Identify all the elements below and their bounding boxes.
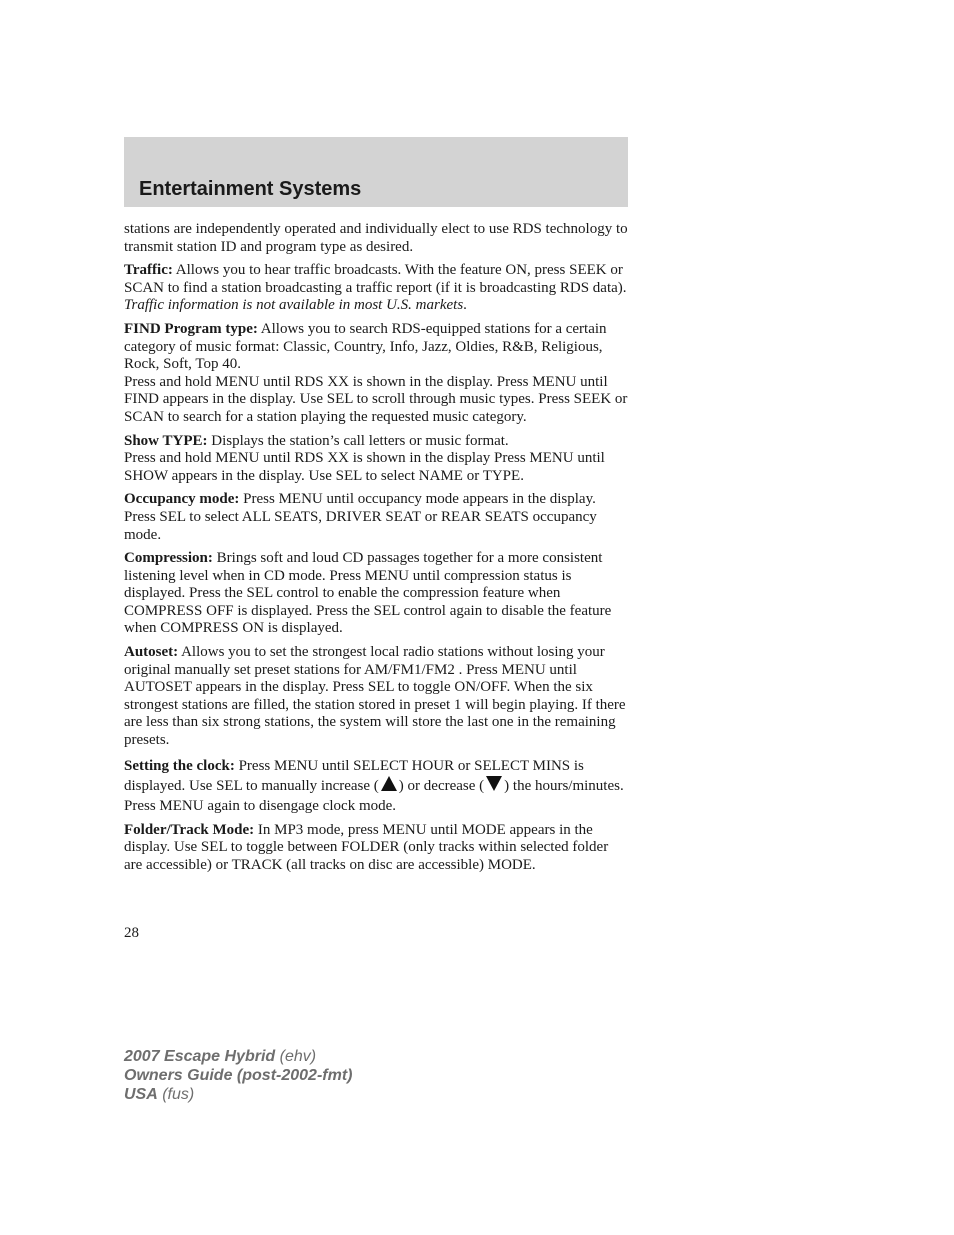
term-find: FIND Program type: <box>124 320 258 337</box>
term-autoset: Autoset: <box>124 644 179 661</box>
show-type-text: Displays the station’s call letters or music format. <box>207 432 509 449</box>
footer-market: USA <box>124 1086 158 1103</box>
paragraph-find-instructions: Press and hold MENU until RDS XX is shown in the display. Press MENU until FIND appears in the display. Use SEL to scroll through music types. Press SEEK or SCAN to search for a station playing the requested music category. <box>124 373 628 425</box>
term-compression: Compression: <box>124 550 213 567</box>
clock-text-a: Press MENU until SELECT HOUR or SELECT MINS is displayed. Use SEL to manually increase ( <box>124 757 584 794</box>
traffic-end: . <box>463 297 467 314</box>
footer-line-1 <box>124 1047 352 1066</box>
term-show-type: Show TYPE: <box>124 432 208 449</box>
find-text: Allows you to search RDS-equipped stations for a certain category of music format: Classic, Country, Info, Jazz, Oldies, R&B, Religious, Rock, Soft, Top 40. <box>124 320 607 373</box>
footer-model: 2007 Escape Hybrid <box>124 1048 276 1065</box>
paragraph-intro: stations are independently operated and individually elect to use RDS technology to transmit station ID and program type as desired. <box>124 221 628 255</box>
term-occupancy: Occupancy mode: <box>124 491 240 508</box>
paragraph-find <box>124 321 630 374</box>
paragraph-occupancy <box>124 491 630 544</box>
page-number: 28 <box>124 925 139 941</box>
paragraph-show-type-instructions: Press and hold MENU until RDS XX is shown in the display Press MENU until SHOW appears in the display. Use SEL to select NAME or TYPE. <box>124 450 605 484</box>
down-arrow-icon <box>486 776 502 791</box>
footer-guide: Owners Guide (post-2002-fmt) <box>124 1067 353 1084</box>
paragraph-clock <box>124 756 630 816</box>
autoset-text: Allows you to set the strongest local radio stations without losing your original manually set preset stations for AM/FM1/FM2 . Press MENU until AUTOSET appears in the display. Press SEL to toggle ON/OFF. When the six strongest stations are filled, the station stored in preset 1 will begin playing. If there are less than six strong stations, the system will store the last one in the remaining presets. <box>124 644 626 749</box>
folder-text: In MP3 mode, press MENU until MODE appears in the display. Use SEL to toggle between FOLDER (only tracks within selected folder are accessible) or TRACK (all tracks on disc are accessible) MODE. <box>124 821 609 873</box>
term-clock: Setting the clock: <box>124 757 235 774</box>
page-content <box>124 221 630 880</box>
document-footer <box>124 1047 352 1104</box>
paragraph-traffic <box>124 262 630 315</box>
section-title: Entertainment Systems <box>139 178 362 200</box>
paragraph-folder <box>124 822 630 875</box>
paragraph-compression <box>124 550 630 638</box>
paragraph-autoset <box>124 644 630 750</box>
term-traffic: Traffic: <box>124 262 173 279</box>
clock-text-b: ) or decrease ( <box>398 777 485 794</box>
compression-text: Brings soft and loud CD passages together for a more consistent listening level when in CD mode. Press MENU until compression status is displayed. Press the SEL control to enable the compression feature when COMPRESS OFF is displayed. Press the SEL control again to disable the feature when COMPRESS ON is displayed. <box>124 550 612 637</box>
occupancy-text: Press MENU until occupancy mode appears in the display. Press SEL to select ALL SEATS, DRIVER SEAT or REAR SEATS occupancy mode. <box>124 491 597 543</box>
paragraph-show-type <box>124 433 630 451</box>
section-header-band <box>124 137 628 207</box>
traffic-note: Traffic information is not available in most U.S. markets <box>124 297 464 314</box>
clock-text-c: ) the hours/minutes. Press MENU again to disengage clock mode. <box>124 777 624 814</box>
footer-line-3 <box>124 1085 352 1104</box>
term-folder: Folder/Track Mode: <box>124 821 255 838</box>
up-arrow-icon <box>381 776 397 791</box>
traffic-text: Allows you to hear traffic broadcasts. With the feature ON, press SEEK or SCAN to find a station broadcasting a traffic report (if it is broadcasting RDS data). <box>124 262 627 296</box>
footer-model-code: (ehv) <box>275 1048 317 1065</box>
footer-market-code: (fus) <box>157 1086 195 1103</box>
footer-line-2 <box>124 1066 352 1085</box>
